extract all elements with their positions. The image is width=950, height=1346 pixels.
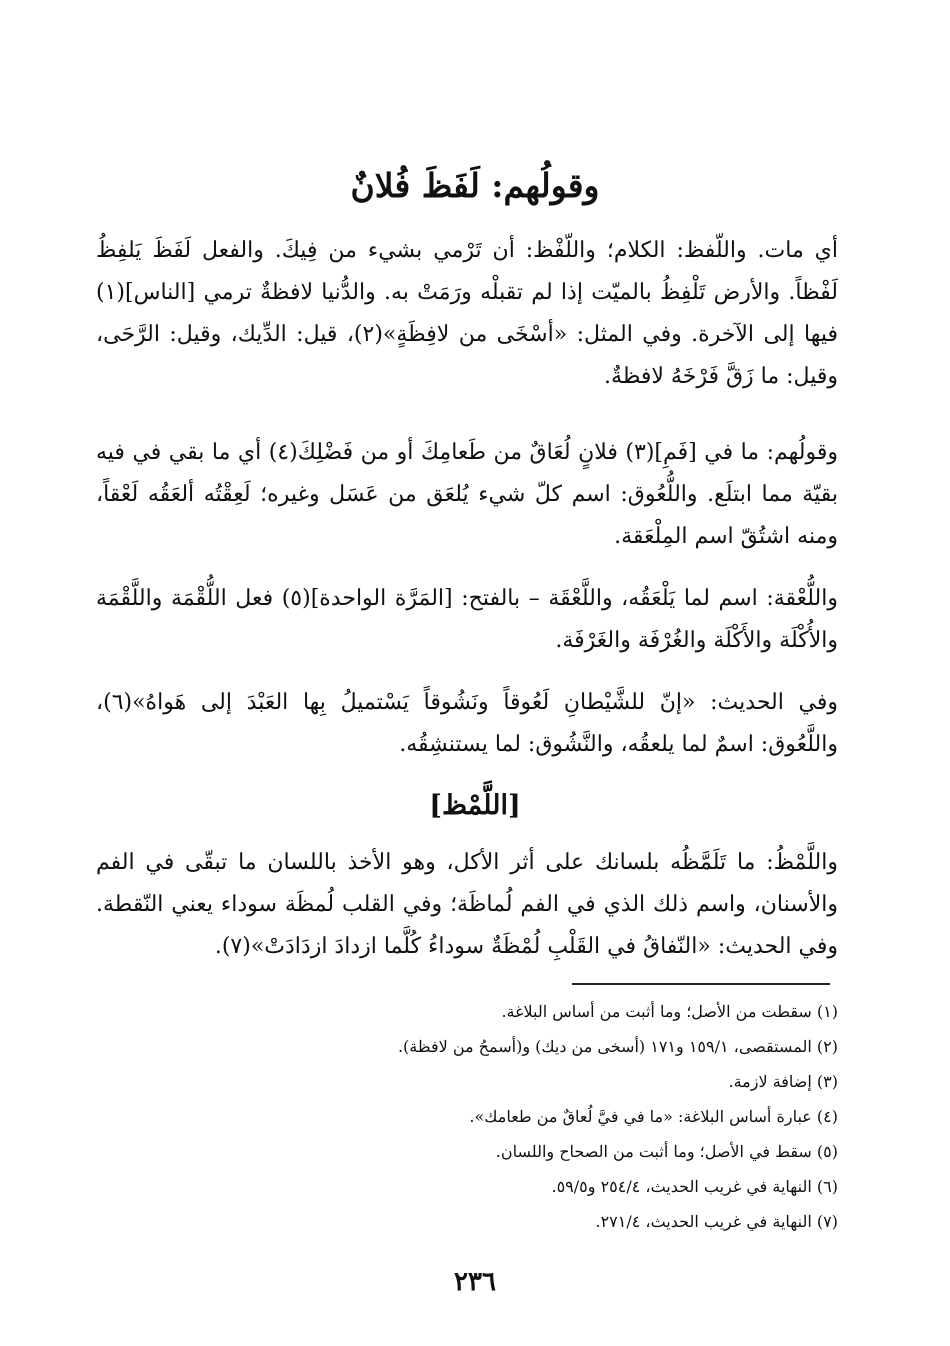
section-subheading: [اللَّمْظ]	[429, 790, 521, 822]
paragraph-4: وفي الحديث: «إنّ للشَّيْطانِ لَعُوقاً ونَشُوقاً يَسْتميلُ بِها العَبْدَ إلى هَواهُ»(٦)، واللَّعُوق: اسمٌ لما يلعقُه، والنَّشُوق: لما يستنشِقُه.	[96, 690, 838, 757]
footnote-6: (٦) النهاية في غريب الحديث، ٢٥٤/٤ و٥٩/٥.	[551, 1177, 838, 1196]
paragraph-2: وقولُهم: ما في [فَمِ](٣) فلانٍ لُعَاقٌ من طَعامِكَ أو من فَضْلِكَ(٤) أي ما بقي في فيه بقيّة مما ابتلَع. واللُّعُوق: اسم كلّ شيء يُلعَق من عَسَل وغيره؛ لَعِقْتُه ألعَقُه لَعْقاً، ومنه اشتُقّ اسم المِلْعَقة.	[96, 440, 838, 549]
footnote-4: (٤) عبارة أساس البلاغة: «ما في فيَّ لُعاقٌ من طعامك».	[469, 1107, 838, 1126]
footnote-5: (٥) سقط في الأصل؛ وما أثبت من الصحاح واللسان.	[495, 1142, 838, 1161]
page-number: ٢٣٦	[454, 1267, 496, 1297]
section-title: وقولُهم: لَفَظَ فُلانٌ	[350, 166, 600, 206]
paragraph-3: واللُّعْقة: اسم لما يَلْعَقُه، واللَّعْقَة – بالفتح: [المَرَّة الواحدة](٥) فعل اللُّقْمَة واللَّقْمَة والأُكْلَة والأَكْلَة والغُرْفَة والغَرْفَة.	[96, 586, 838, 653]
footnote-7: (٧) النهاية في غريب الحديث، ٢٧١/٤.	[595, 1212, 838, 1231]
paragraph-5: واللَّمْظُ: ما تَلَمَّظُه بلسانك على أثر الأكل، وهو الأخذ باللسان ما تبقّى في الفم والأسنان، واسم ذلك الذي في الفم لُماظَة؛ وفي القلب لُمظَة سوداء يعني النّقطة. وفي الحديث: «النّفاقُ في القَلْبِ لُمْظَةٌ سوداءُ كُلَّما ازدادَ ازدَادَتْ»(٧).	[96, 850, 838, 959]
footnote-3: (٣) إضافة لازمة.	[728, 1072, 838, 1091]
paragraph-1: أي مات. واللّفظ: الكلام؛ واللّفْظ: أن تَرْمي بشيء من فِيكَ. والفعل لَفَظَ يَلفِظُ لَفْظاً. والأرض تَلْفِظُ بالميّت إذا لم تقبلْه ورَمَتْ به. والدُّنيا لافظةٌ ترمي [الناس](١) فيها إلى الآخرة. وفي المثل: «أسْخَى من لافِظَةٍ»(٢)، قيل: الدِّيك، وقيل: الرَّحَى، وقيل: ما زَقَّ فَرْخَهُ لافظةٌ.	[96, 238, 838, 389]
footnote-1: (١) سقطت من الأصل؛ وما أثبت من أساس البلاغة.	[501, 1002, 838, 1021]
footnotes-list	[96, 994, 838, 1239]
footnote-2: (٢) المستقصى، ١٥٩/١ و١٧١ (أسخى من ديك) و(أسمحُ من لافظة).	[397, 1037, 838, 1056]
footnote-divider	[572, 983, 830, 985]
